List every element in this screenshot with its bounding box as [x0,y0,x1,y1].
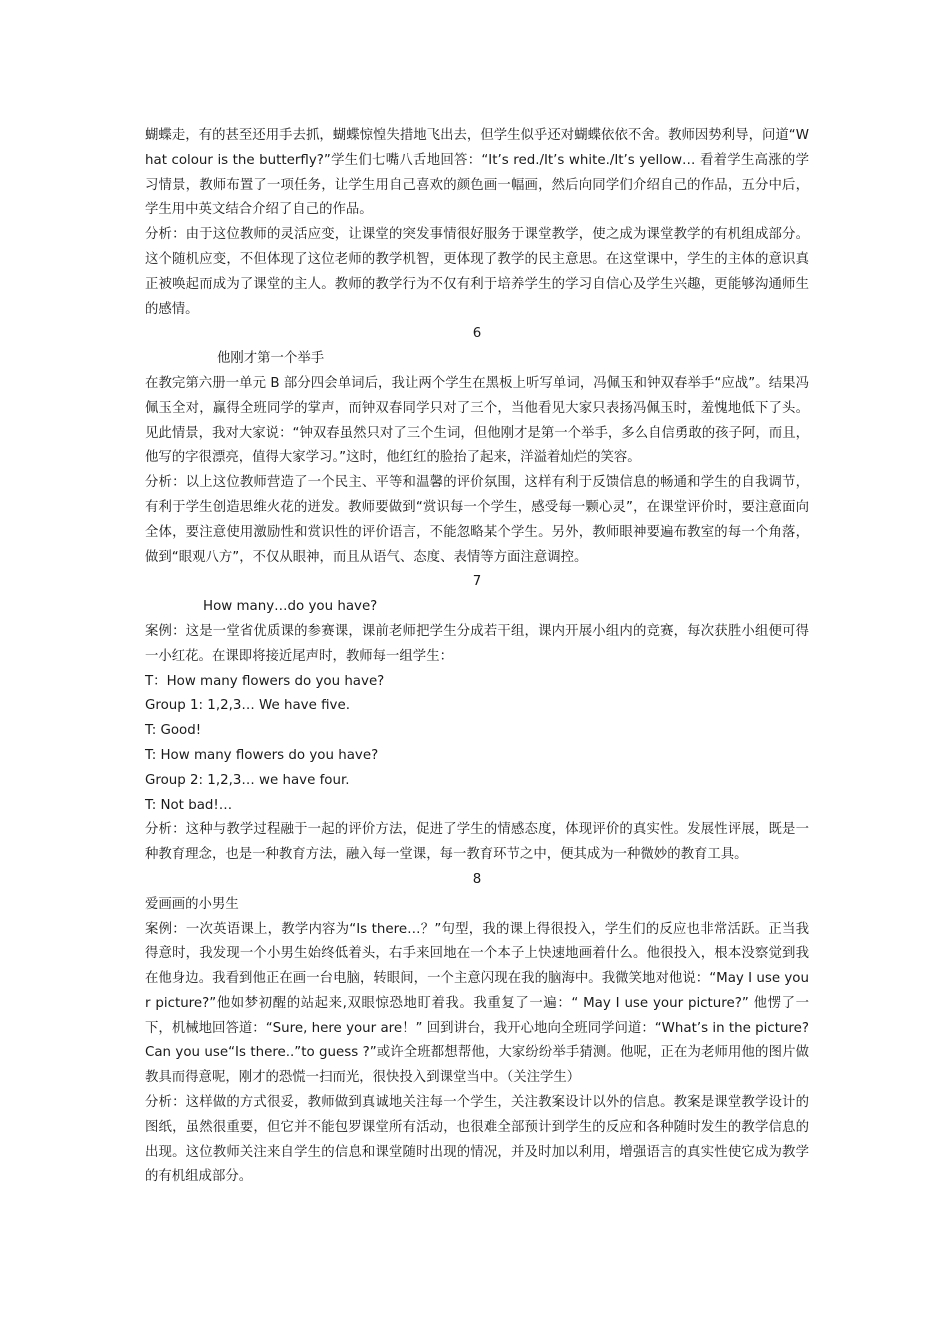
section-intro [145,124,809,322]
section-8 [145,868,809,1190]
section-number: 7 [472,574,482,590]
case-paragraph: 在教完第六册一单元 B 部分四会单词后，我让两个学生在黑板上听写单词，冯佩玉和钟双春举手“应战”。结果冯佩玉全对，赢得全班同学的掌声，而钟双春同学只对了三个，当他看见大家只表扬冯佩玉时，羞愧地低下了头。见此情景，我对大家说：“钟双春虽然只对了三个生词，但他刚才是第一个举手，多么自信勇敢的孩子阿，而且，他写的字很漂亮，值得大家学习。”这时，他红红的脸抬了起来，洋溢着灿烂的笑容。 [145,375,809,466]
dialogue-line: T：How many flowers do you have? [145,673,385,689]
analysis-paragraph: 分析：这样做的方式很妥，教师做到真诚地关注每一个学生，关注教案设计以外的信息。教案是课堂教学设计的图纸，虽然很重要，但它并不能包罗课堂所有活动，也很难全部预计到学生的反应和各种随时发生的教学信息的出现。这位教师关注来自学生的信息和课堂随时出现的情况，并及时加以利用，增强语言的真实性使它成为教学的有机组成部分。 [145,1095,809,1185]
analysis-paragraph: 分析：这种与教学过程融于一起的评价方法，促进了学生的情感态度，体现评价的真实性。发展性评展，既是一种教育理念，也是一种教育方法，融入每一堂课，每一教育环节之中，便其成为一种微妙的教育工具。 [145,822,809,863]
section-title: 爱画画的小男生 [145,896,239,912]
analysis-paragraph: 分析：以上这位教师营造了一个民主、平等和温馨的评价氛围，这样有利于反馈信息的畅通和学生的自我调节，有利于学生创造思维火花的迸发。教师要做到“赏识每一个学生，感受每一颗心灵”，在课堂评价时，要注意面向全体，要注意使用激励性和赏识性的评价语言，不能忽略某个学生。另外，教师眼神要遍布教室的每一个角落，做到“眼观八方”，不仅从眼神，而且从语气、态度、表情等方面注意调控。 [145,475,809,565]
section-title: How many…do you have? [203,599,378,615]
section-title: 他刚才第一个举手 [217,351,325,367]
dialogue-line: T: How many flowers do you have? [145,747,379,763]
dialogue-line: T: Not bad!… [145,797,233,813]
document-body [145,124,809,1190]
section-number: 6 [472,326,482,342]
section-7 [145,570,809,868]
paragraph: 蝴蝶走，有的甚至还用手去抓，蝴蝶惊惶失措地飞出去，但学生似乎还对蝴蝶依依不舍。教师因势利导，问道“What colour is the butterfly?”学生们七嘴八舌地回答：“It’s red./It’s white./It’s yellow… 看着学生高涨的学习情景，教师布置了一项任务，让学生用自己喜欢的颜色画一幅画，然后向同学们介绍自己的作品，五分中后，学生用中英文结合介绍了自己的作品。 [145,128,809,218]
dialogue-line: Group 1: 1,2,3… We have five. [145,698,350,714]
section-6 [145,322,809,570]
dialogue-line: T: Good! [145,723,202,739]
case-paragraph: 案例：一次英语课上，教学内容为“Is there…？”句型，我的课上得很投入，学生们的反应也非常活跃。正当我得意时，我发现一个小男生始终低着头，右手来回地在一个本子上快速地画着什么。他很投入，根本没察觉到我在他身边。我看到他正在画一台电脑，转眼间，一个主意闪现在我的脑海中。我微笑地对他说：“May I use your picture?”他如梦初醒的站起来,双眼惊恐地盯着我。我重复了一遍：“ May I use your picture?” 他愣了一下，机械地回答道：“Sure, here your are！” 回到讲台，我开心地向全班同学问道：“What’s in the picture? Can you use“Is there..”to guess ?”或许全班都想帮他，大家纷纷举手猜测。他呢，正在为老师用他的图片做教具而得意呢，刚才的恐慌一扫而光，很快投入到课堂当中。（关注学生） [145,921,809,1086]
dialogue-line: Group 2: 1,2,3… we have four. [145,772,350,788]
case-paragraph: 案例：这是一堂省优质课的参赛课，课前老师把学生分成若干组，课内开展小组内的竞赛，每次获胜小组便可得一小红花。在课即将接近尾声时，教师每一组学生： [145,623,809,664]
section-number: 8 [472,871,482,887]
analysis-paragraph: 分析：由于这位教师的灵活应变，让课堂的突发事情很好服务于课堂教学，使之成为课堂教学的有机组成部分。这个随机应变，不但体现了这位老师的教学机智，更体现了教学的民主意思。在这堂课中，学生的主体的意识真正被唤起而成为了课堂的主人。教师的教学行为不仅有利于培养学生的学习自信心及学生兴趣，更能够沟通师生的感情。 [145,227,809,317]
